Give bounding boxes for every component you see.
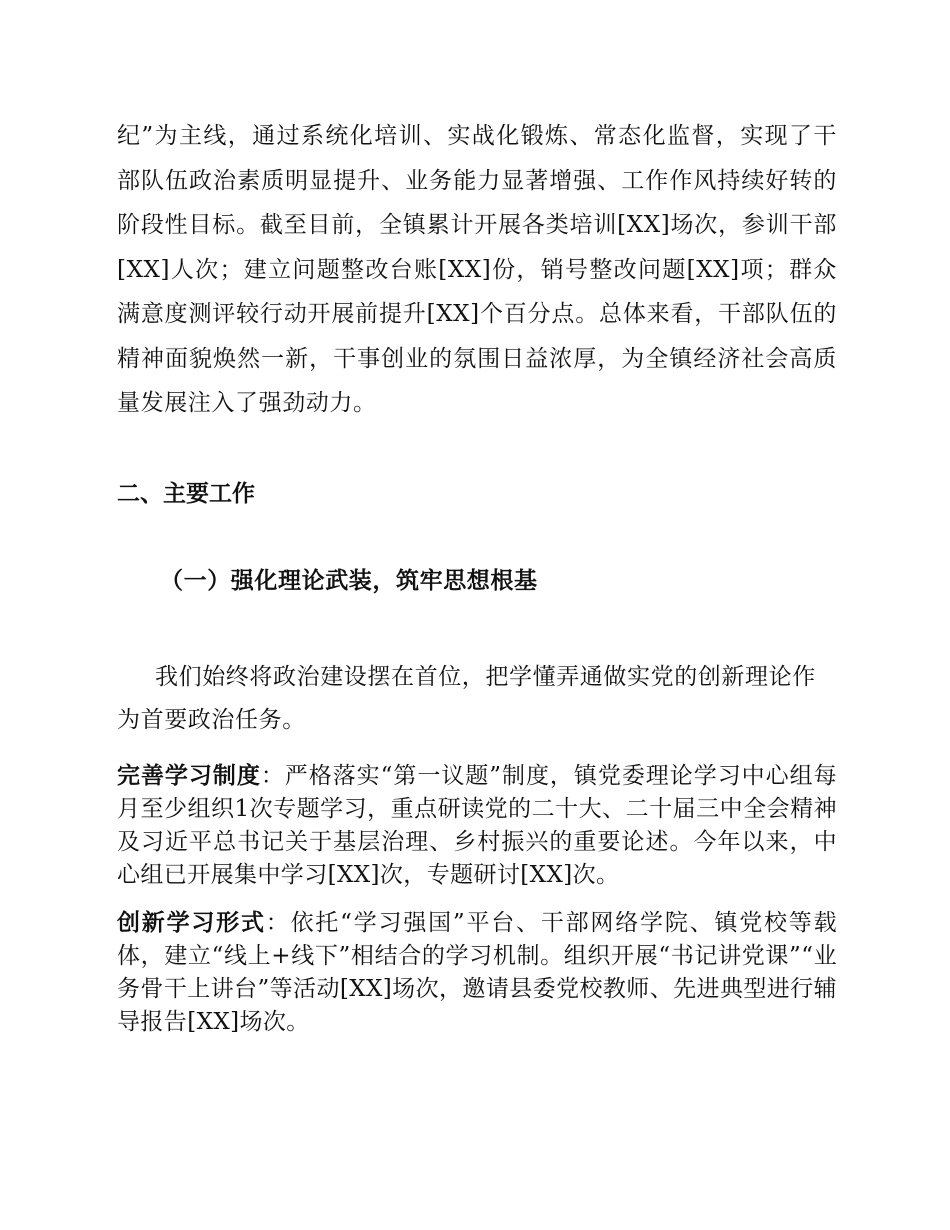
item-label-study-form: 创新学习形式 (117, 910, 266, 936)
item-separator: ： (260, 763, 285, 789)
item-paragraph-study-system (117, 760, 837, 892)
section-heading: 二、主要工作 (117, 481, 255, 507)
lead-paragraph: 我们始终将政治建设摆在首位，把学懂弄通做实党的创新理论作为首要政治任务。 (117, 664, 816, 733)
item-paragraph-study-form (117, 907, 837, 1039)
subsection-heading: （一）强化理论武装，筑牢思想根基 (160, 567, 538, 594)
item-text-study-form: 依托“学习强国”平台、干部网络学院、镇党校等载体，建立“线上+线下”相结合的学习机制。组织开展“书记讲党课”“业务骨干上讲台”等活动[XX]场次，邀请县委党校教师、先进典型进行辅导报告[XX]场次。 (117, 910, 837, 1035)
intro-paragraph: 纪”为主线，通过系统化培训、实战化锻炼、常态化监督，实现了干部队伍政治素质明显提升、业务能力显著增强、工作作风持续好转的阶段性目标。截至目前，全镇累计开展各类培训[XX]场次，参训干部[XX]人次；建立问题整改台账[XX]份，销号整改问题[XX]项；群众满意度测评较行动开展前提升[XX]个百分点。总体来看，干部队伍的精神面貌焕然一新，干事创业的氛围日益浓厚，为全镇经济社会高质量发展注入了强劲动力。 (117, 123, 837, 416)
item-label-study-system: 完善学习制度 (117, 763, 261, 789)
item-text-study-system: 严格落实“第一议题”制度，镇党委理论学习中心组每月至少组织1次专题学习，重点研读党的二十大、二十届三中全会精神及习近平总书记关于基层治理、乡村振兴的重要论述。今年以来，中心组已开展集中学习[XX]次，专题研讨[XX]次。 (117, 763, 837, 888)
item-separator: ： (265, 910, 291, 936)
